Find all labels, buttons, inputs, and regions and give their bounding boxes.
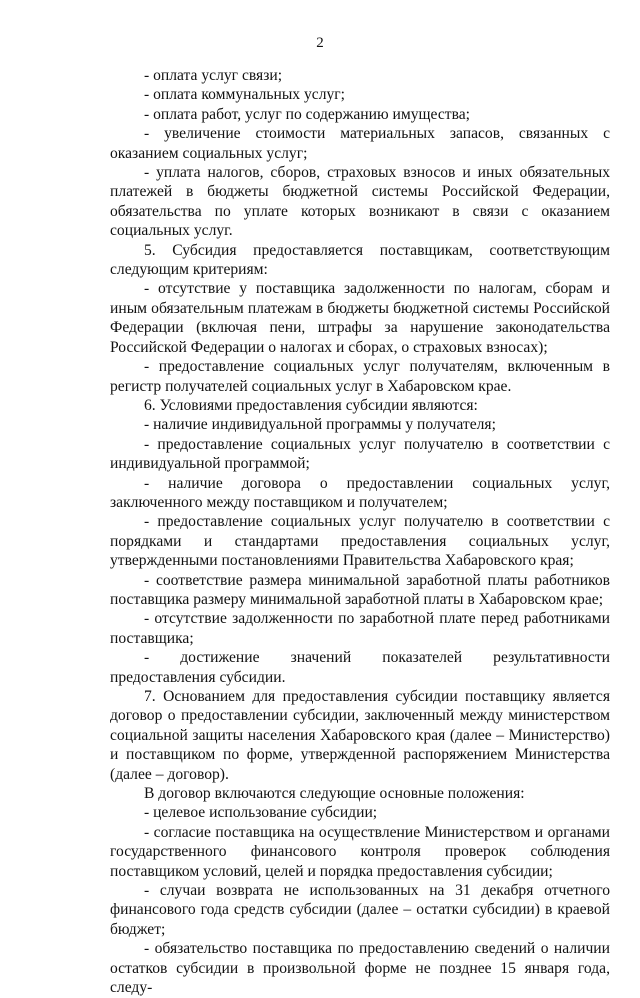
- paragraph: - предоставление социальных услуг получателю в соответствии с индивидуальной программой;: [110, 435, 610, 473]
- paragraph: - оплата работ, услуг по содержанию имущества;: [144, 105, 470, 123]
- paragraph: - уплата налогов, сборов, страховых взносов и иных обязательных платежей в бюджеты бюджетной системы Российской Федерации, обязательства по уплате которых возникают в связи с оказанием социальных услуг.: [110, 164, 610, 240]
- paragraph: 5. Субсидия предоставляется поставщикам, соответствующим следующим критериям:: [110, 241, 610, 279]
- page-number: 2: [316, 35, 324, 51]
- paragraph: - наличие индивидуальной программы у получателя;: [144, 416, 496, 434]
- paragraph: - обязательство поставщика по предоставлению сведений о наличии остатков субсидии в произвольной форме не позднее 15 января года, следу-: [110, 940, 610, 997]
- paragraph: - увеличение стоимости материальных запасов, связанных с оказанием социальных услуг;: [110, 125, 610, 162]
- paragraph: - отсутствие задолженности по заработной плате перед работниками поставщика;: [110, 610, 610, 647]
- paragraph: - оплата услуг связи;: [144, 67, 283, 84]
- paragraph: - предоставление социальных услуг получателям, включенным в регистр получателей социальных услуг в Хабаровском крае.: [110, 358, 610, 395]
- document-body: [110, 66, 610, 998]
- paragraph: - случаи возврата не использованных на 31 декабря отчетного финансового года средств субсидии (далее – остатки субсидии) в краевой бюджет;: [110, 882, 610, 938]
- paragraph: В договор включаются следующие основные положения:: [144, 785, 525, 803]
- paragraph: - соответствие размера минимальной заработной платы работников поставщика размеру минимальной заработной платы в Хабаровском крае;: [110, 571, 610, 608]
- paragraph: 6. Условиями предоставления субсидии являются:: [144, 396, 478, 414]
- paragraph: - достижение значений показателей результативности предоставления субсидии.: [110, 649, 610, 686]
- paragraph: - согласие поставщика на осуществление Министерством и органами государственного финансового контроля проверок соблюдения поставщиком условий, целей и порядка предоставления субсидии;: [110, 823, 610, 880]
- paragraph: - целевое использование субсидии;: [144, 804, 378, 822]
- paragraph: - предоставление социальных услуг получателю в соответствии с порядками и стандартами предоставления социальных услуг, утвержденными постановлениями Правительства Хабаровского края;: [110, 513, 610, 570]
- paragraph: 7. Основанием для предоставления субсидии поставщику является договор о предоставлении субсидии, заключенный между министерством социальной защиты населения Хабаровского края (далее – Министерство) и поставщиком по форме, утвержденной распоряжением Министерства (далее – договор).: [110, 688, 610, 783]
- paragraph: - оплата коммунальных услуг;: [144, 86, 346, 104]
- paragraph: - наличие договора о предоставлении социальных услуг, заключенного между поставщиком и получателем;: [110, 474, 610, 511]
- paragraph: - отсутствие у поставщика задолженности по налогам, сборам и иным обязательным платежам в бюджеты бюджетной системы Российской Федерации (включая пени, штрафы за нарушение законодательства Российской Федерации о налогах и сборах, о страховых взносах);: [110, 280, 610, 356]
